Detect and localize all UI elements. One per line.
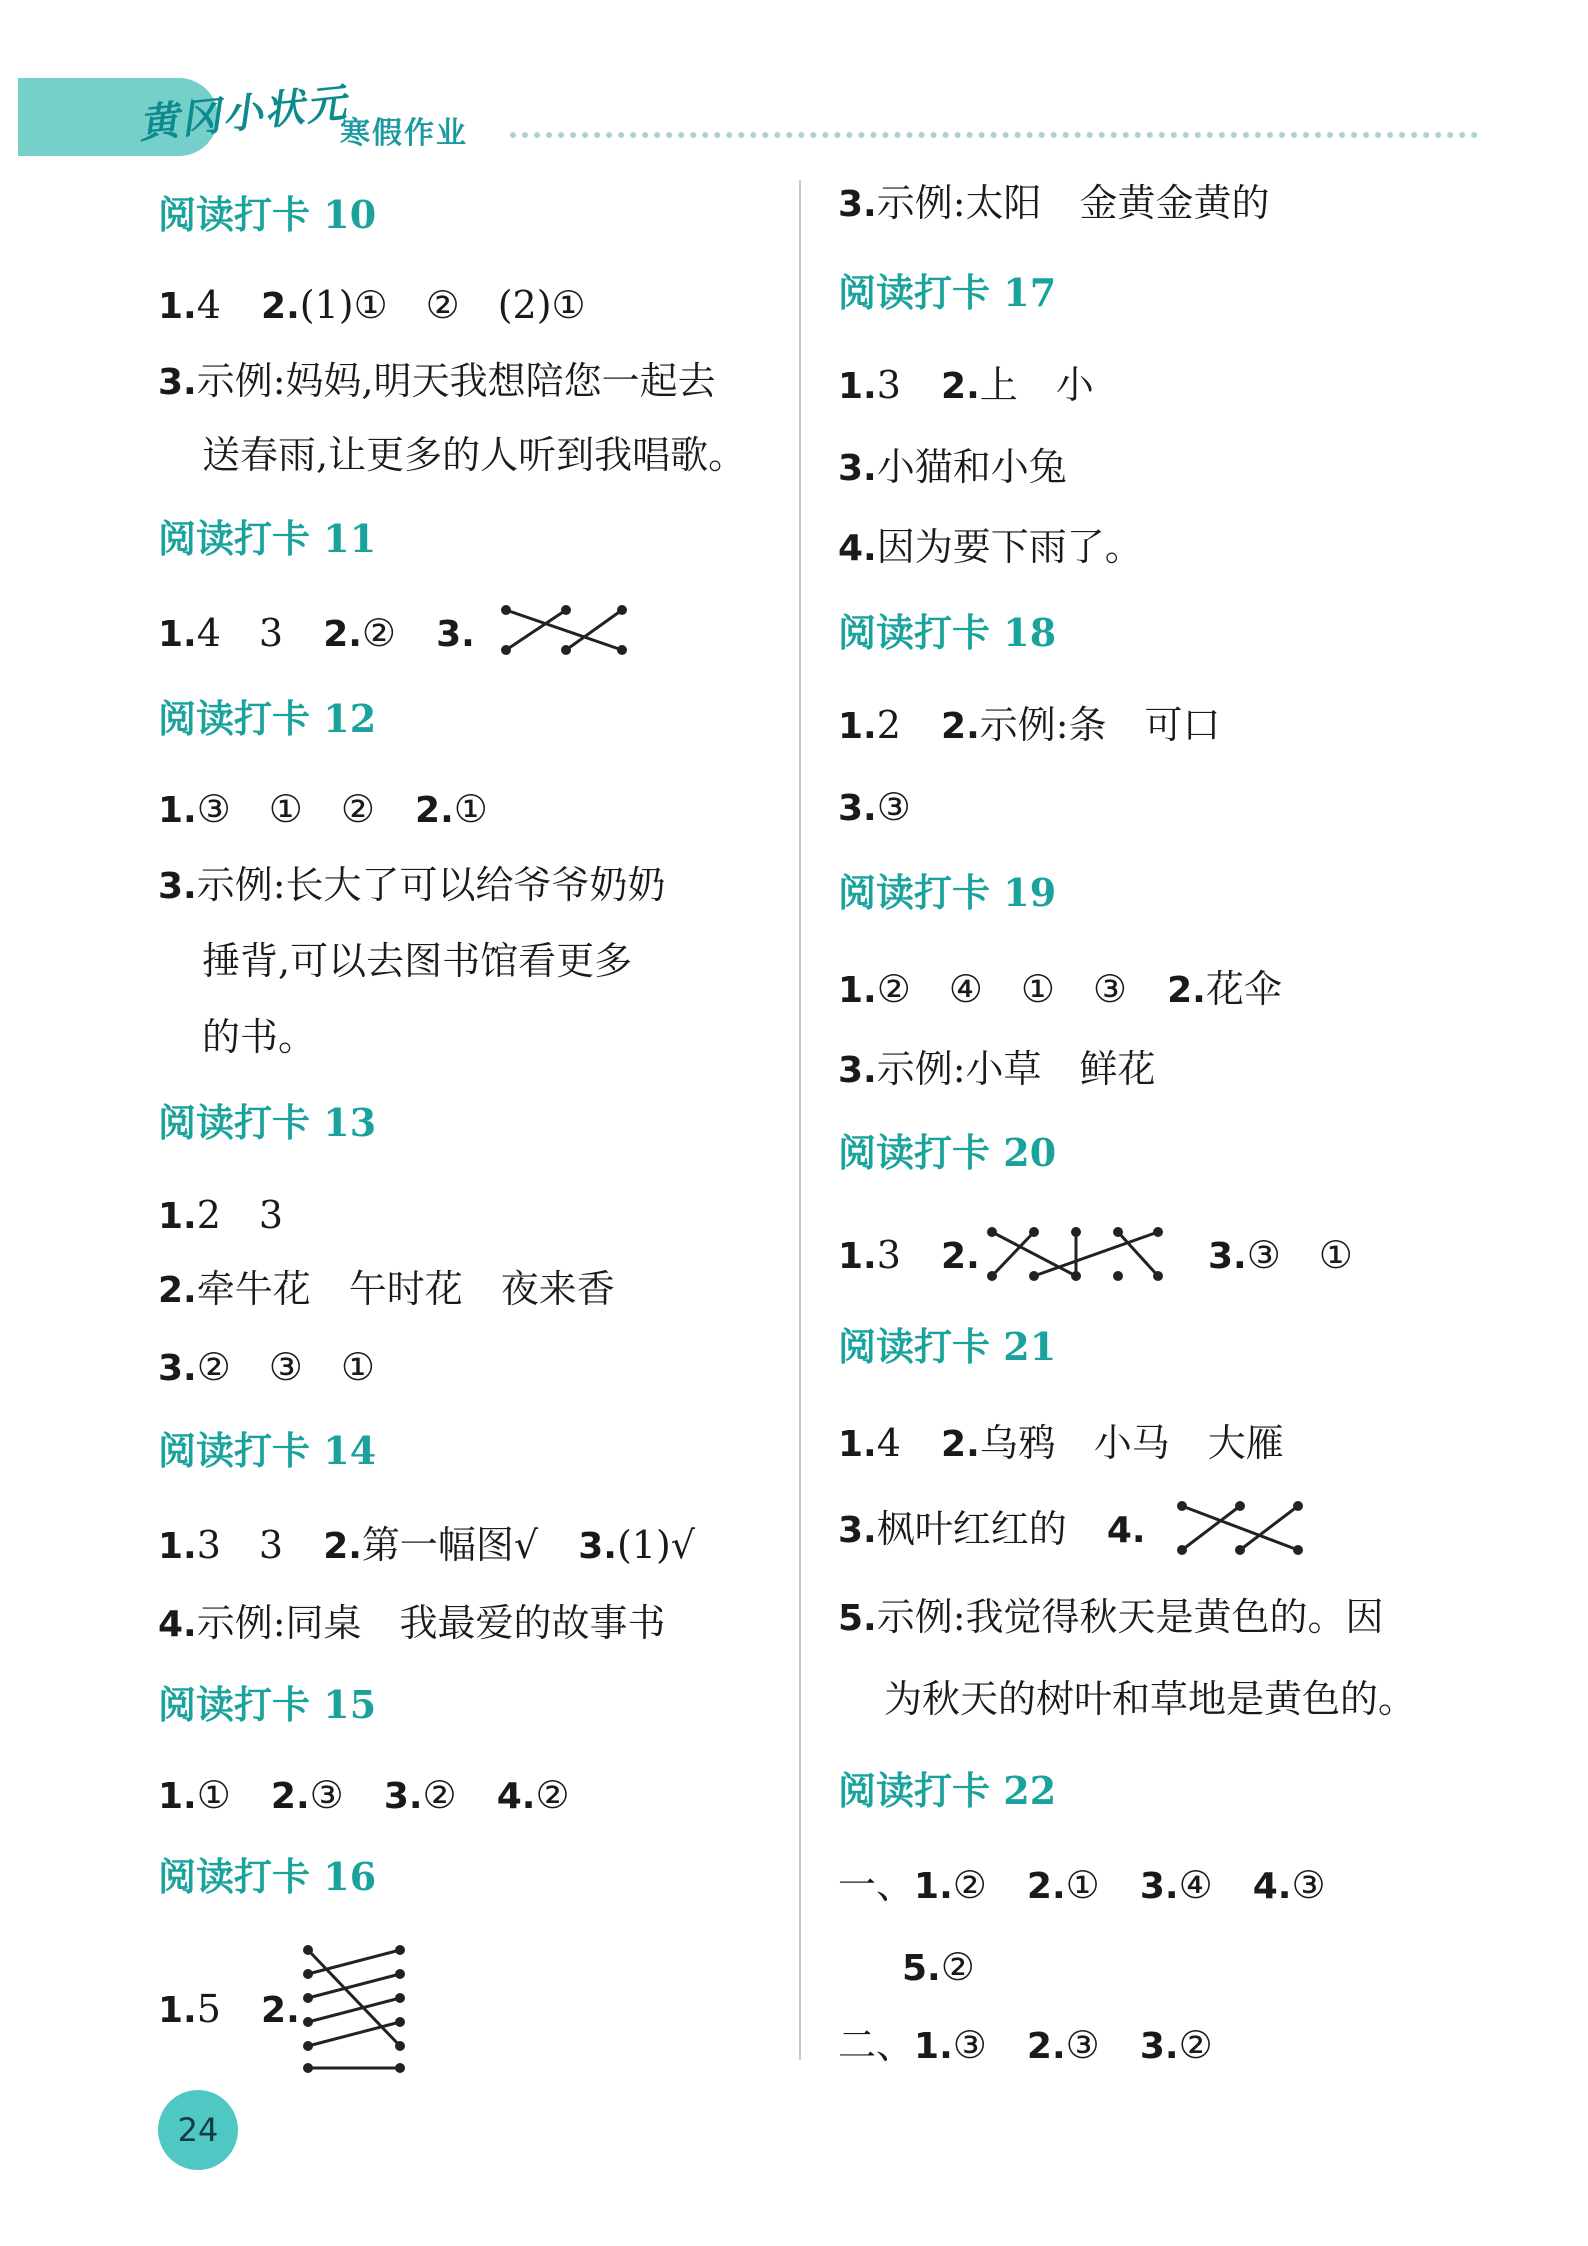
answer-line (838, 1421, 1284, 1465)
q-number: 3. (1139, 2026, 1179, 2067)
answer-line (838, 1233, 980, 1277)
answer-line (838, 1595, 1384, 1639)
section-title-21 (838, 1324, 1057, 1369)
answer-text: 因为要下雨了。 (876, 525, 1143, 569)
q-number: 2. (1167, 970, 1206, 1011)
q-number: 1. (838, 970, 877, 1011)
matching-lines-21 (1176, 1500, 1306, 1556)
answer-text: 2 (876, 703, 901, 747)
answer-line (838, 785, 911, 829)
q-number: 2. (158, 1270, 197, 1311)
q-number: 3. (383, 1776, 423, 1817)
answer-text: 3 3 (196, 1523, 284, 1567)
answer-line (158, 1773, 570, 1817)
q-number: 3. (838, 788, 877, 829)
q-number: 4. (158, 1604, 197, 1645)
q-number: 1. (158, 1196, 197, 1237)
q-number: 1. (838, 366, 877, 407)
answer-text: ② (361, 611, 396, 655)
q-number: 2. (1026, 1866, 1066, 1907)
q-number: 4. (496, 1776, 536, 1817)
q-number: 1. (838, 1236, 877, 1277)
q-number: 3. (578, 1526, 617, 1567)
answer-text: ④ (1178, 1863, 1213, 1907)
q-number: 2. (1026, 2026, 1066, 2067)
answer-line (158, 359, 716, 403)
q-number: 5. (838, 1598, 877, 1639)
answer-text: 3 (876, 363, 901, 407)
q-number: 2. (941, 706, 980, 747)
answer-line (838, 445, 1067, 489)
brand-logo: 黄冈小状元 (136, 80, 351, 148)
answer-line (158, 1193, 284, 1237)
section-label: 阅读打卡 (158, 517, 311, 561)
answer-text: 示例:小草 鲜花 (876, 1047, 1156, 1091)
answer-text: 5 (196, 1987, 221, 2031)
page-number: 24 (158, 2090, 238, 2170)
answer-text: 4 3 (196, 611, 284, 655)
section-number: 22 (1003, 1768, 1057, 1813)
q-number: 1. (158, 286, 197, 327)
answer-text: (1)① ② (2)① (299, 283, 586, 327)
answer-text: ③ ① ② (196, 787, 375, 831)
q-number: 4. (1106, 1510, 1146, 1551)
q-number: 3. (158, 362, 197, 403)
answer-text: 枫叶红红的 (876, 1507, 1067, 1551)
q-number: 1. (158, 790, 197, 831)
q-number: 2. (941, 366, 980, 407)
q-number: 1. (158, 1990, 197, 2031)
section-number: 11 (323, 516, 377, 561)
q-number: 2. (261, 1990, 300, 2031)
answer-line (158, 863, 666, 907)
section-label: 阅读打卡 (158, 697, 311, 741)
q-number: 3. (838, 184, 877, 225)
q-number: 2. (270, 1776, 310, 1817)
section-number: 12 (323, 696, 377, 741)
section-label: 阅读打卡 (838, 271, 991, 315)
section-number: 14 (323, 1428, 377, 1473)
q-number: 1. (158, 1526, 197, 1567)
section-number: 21 (1003, 1324, 1057, 1369)
q-number: 1. (838, 706, 877, 747)
answer-line (838, 1863, 1326, 1907)
q-number: 2. (415, 790, 454, 831)
section-label: 阅读打卡 (838, 1769, 991, 1813)
answer-text: ② ④ ① ③ (876, 967, 1128, 1011)
answer-text: ③ (1291, 1863, 1326, 1907)
section-label: 阅读打卡 (158, 1429, 311, 1473)
answer-text: 牵牛花 午时花 夜来香 (196, 1267, 615, 1311)
answer-text: ③ (876, 785, 911, 829)
answer-text: ② (535, 1773, 570, 1817)
answer-text: 第一幅图√ (361, 1523, 539, 1567)
answer-line (838, 363, 1094, 407)
answer-text: 4 (196, 283, 221, 327)
matching-lines-11 (500, 604, 630, 656)
section-title-19 (838, 870, 1057, 915)
section-label: 阅读打卡 (838, 1131, 991, 1175)
section-number: 16 (323, 1854, 377, 1899)
q-number: 1. (158, 614, 197, 655)
answer-text: ① (1065, 1863, 1100, 1907)
answer-line (838, 703, 1221, 747)
answer-text: ③ (952, 2023, 987, 2067)
matching-lines-20 (986, 1226, 1166, 1282)
section-number: 10 (323, 192, 377, 237)
answer-text: 示例:同桌 我最爱的故事书 (196, 1601, 666, 1645)
answer-line (838, 525, 1143, 569)
answer-line (158, 1987, 300, 2031)
section-label: 阅读打卡 (158, 193, 311, 237)
answer-text: ② (422, 1773, 457, 1817)
section-label: 阅读打卡 (158, 1855, 311, 1899)
section-title-14 (158, 1428, 377, 1473)
header-dotted-rule (510, 132, 1478, 138)
q-number: 3. (838, 448, 877, 489)
answer-text: ③ ① (1246, 1233, 1353, 1277)
q-number: 1. (914, 1866, 953, 1907)
q-number: 3. (158, 1348, 197, 1389)
answer-line: 的书。 (202, 1015, 317, 1059)
answer-line: 为秋天的树叶和草地是黄色的。 (884, 1677, 1417, 1721)
answer-line (158, 787, 488, 831)
q-number: 1. (838, 1424, 877, 1465)
section-title-16 (158, 1854, 377, 1899)
answer-line (158, 1345, 375, 1389)
answer-text: 示例:我觉得秋天是黄色的。因 (876, 1595, 1384, 1639)
q-number: 5. (902, 1948, 941, 1989)
answer-text: ① (453, 787, 488, 831)
q-number: 1. (914, 2026, 953, 2067)
answer-line (838, 2023, 1213, 2067)
q-number: 3. (1208, 1236, 1247, 1277)
section-title-20 (838, 1130, 1057, 1175)
answer-text: ② (1178, 2023, 1213, 2067)
section-title-12 (158, 696, 377, 741)
answer-text: 4 (876, 1421, 901, 1465)
section-label: 阅读打卡 (158, 1683, 311, 1727)
answer-line (158, 1523, 696, 1567)
answer-text: ① (196, 1773, 231, 1817)
answer-text: ② (940, 1945, 975, 1989)
matching-lines-16 (302, 1944, 412, 2074)
section-number: 13 (323, 1100, 377, 1145)
answer-line (158, 1267, 615, 1311)
answer-line: 捶背,可以去图书馆看更多 (202, 939, 633, 983)
answer-line (1208, 1233, 1353, 1277)
answer-text: ② (952, 1863, 987, 1907)
answer-text: ③ (309, 1773, 344, 1817)
q-number: 2. (941, 1236, 980, 1277)
answer-line (158, 611, 475, 655)
q-number: 3. (838, 1050, 877, 1091)
answer-line (158, 1601, 666, 1645)
answer-text: (1)√ (616, 1523, 696, 1567)
answer-text: 上 小 (979, 363, 1094, 407)
answer-text: ② ③ ① (196, 1345, 375, 1389)
q-number: 3. (436, 614, 475, 655)
q-number: 2. (261, 286, 300, 327)
answer-line (902, 1945, 975, 1989)
answer-text: 示例:太阳 金黄金黄的 (876, 181, 1270, 225)
answer-text: 小猫和小兔 (876, 445, 1067, 489)
section-number: 17 (1003, 270, 1057, 315)
answer-text: 花伞 (1205, 967, 1282, 1011)
header-subtitle: 寒假作业 (340, 116, 468, 151)
section-number: 18 (1003, 610, 1057, 655)
section-title-10 (158, 192, 377, 237)
answer-line (158, 283, 586, 327)
answer-line (838, 1507, 1146, 1551)
q-number: 3. (1139, 1866, 1179, 1907)
section-label: 阅读打卡 (158, 1101, 311, 1145)
section-title-13 (158, 1100, 377, 1145)
part-label: 二、 (838, 2023, 915, 2067)
section-title-11 (158, 516, 377, 561)
answer-line (838, 1047, 1156, 1091)
column-divider (799, 180, 801, 2060)
section-label: 阅读打卡 (838, 871, 991, 915)
q-number: 1. (158, 1776, 197, 1817)
section-label: 阅读打卡 (838, 611, 991, 655)
q-number: 3. (158, 866, 197, 907)
section-title-15 (158, 1682, 377, 1727)
section-title-22 (838, 1768, 1057, 1813)
section-number: 15 (323, 1682, 377, 1727)
q-number: 4. (838, 528, 877, 569)
answer-text: 3 (876, 1233, 901, 1277)
part-label: 一、 (838, 1863, 915, 1907)
answer-text: 示例:条 可口 (979, 703, 1221, 747)
q-number: 2. (323, 614, 362, 655)
answer-line: 送春雨,让更多的人听到我唱歌。 (202, 433, 747, 477)
section-label: 阅读打卡 (838, 1325, 991, 1369)
section-title-18 (838, 610, 1057, 655)
q-number: 2. (941, 1424, 980, 1465)
q-number: 2. (323, 1526, 362, 1567)
section-title-17 (838, 270, 1057, 315)
q-number: 4. (1252, 1866, 1292, 1907)
section-number: 20 (1003, 1130, 1057, 1175)
answer-text: 示例:妈妈,明天我想陪您一起去 (196, 359, 716, 403)
answer-line (838, 181, 1270, 225)
answer-text: ③ (1065, 2023, 1100, 2067)
q-number: 3. (838, 1510, 877, 1551)
answer-text: 2 3 (196, 1193, 284, 1237)
answer-text: 乌鸦 小马 大雁 (979, 1421, 1284, 1465)
answer-line (838, 967, 1282, 1011)
section-number: 19 (1003, 870, 1057, 915)
answer-text: 示例:长大了可以给爷爷奶奶 (196, 863, 666, 907)
